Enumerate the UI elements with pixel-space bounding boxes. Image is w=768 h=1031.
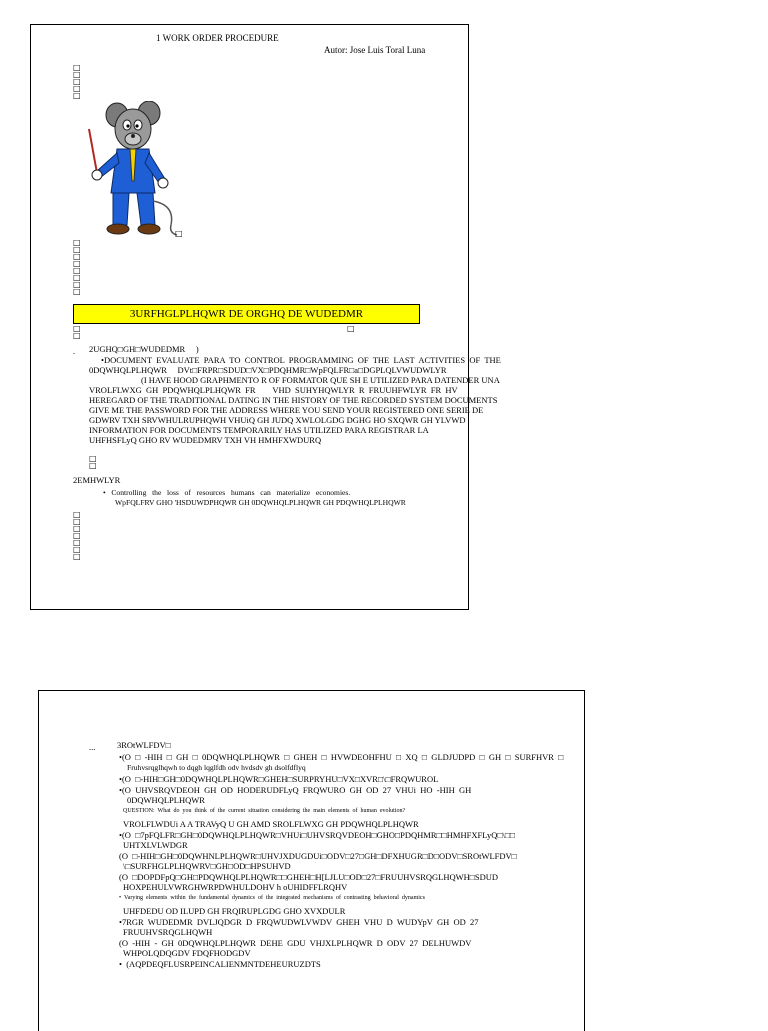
bullet-box-group (73, 239, 81, 295)
text-line: GIVE ME THE PASSWORD FOR THE ADDRESS WHERE YOU SEND YOUR REGISTERED ONE SERIE DE (89, 405, 484, 415)
section-heading-objective: 2EMHWLYR (73, 475, 121, 485)
bullet-box-group (89, 455, 97, 469)
bullet-box: □ (73, 552, 81, 561)
policy-line: Fruhvsrqglhqwh to dqgh lqglfdh odv hvdsdv gh dsolfdflyq (127, 763, 306, 772)
policy-line: •(O □7pFQLFR□GH□0DQWHQLPLHQWR□VHUi□UHVSRQVDEOH□GHO□PDQHMR□□HMHFXFLyQ□\□□ (119, 830, 516, 840)
policy-line: •(O UHVSRQVDEOH GH OD HODERUDFLyQ FRQWURO GH OD 27 VHUi HO -HIH GH (119, 785, 472, 795)
policy-line: WHPOLQDQGDV FDQFHODGDV (123, 948, 251, 958)
policy-line: (O □-HIH□GH□0DQWHNLPLHQWR□UHVJXDUGDUi□ODV□27□GH□DFXHUGR□D□ODV□SROtWLFDV□ (119, 851, 517, 861)
bullet-box: □ (73, 273, 81, 282)
bullet-box: □ (73, 84, 81, 93)
policy-line: \□SURFHGLPLHQWRV□GH□OD□HPSUHVD (123, 861, 291, 871)
objective-text-line: WpFQLFRV GHO 'HSDUWDPHQWR GH 0DQWHQLPLHQWR GH PDQWHQLPLHQWR (115, 498, 406, 507)
policy-line: • (AQPDEQFLUSRPEINCALIENMNTDEHEURUZDTS (119, 959, 321, 969)
text-line: GDWRV TXH SRVWHULRUPHQWH VHUiQ GH JUDQ XWLOLGDG DGHG HO SXQWR GH YLVWD (89, 415, 466, 425)
cartoon-mouse-illustration (83, 101, 183, 239)
bullet-box: □ (73, 63, 81, 72)
bullet-box-group (73, 64, 81, 99)
procedure-banner: 3URFHGLPLHQWR DE ORGHQ DE WUDEDMR (73, 304, 420, 324)
text-line: •DOCUMENT EVALUATE PARA TO CONTROL PROGRAMMING OF THE LAST ACTIVITIES OF THE (101, 355, 501, 365)
bullet-box: □ (347, 324, 355, 333)
bullet-box: □ (73, 287, 81, 296)
bullet-box: □ (175, 229, 183, 238)
bullet-box: □ (73, 245, 81, 254)
bullet-box: □ (73, 259, 81, 268)
policy-line: (O -HIH - GH 0DQWHQLPLHQWR DEHE GDU VHJXLPLHQWR D ODV 27 DELHUWDV (119, 938, 472, 948)
section-heading-policies: 3ROtWLFDV□ (117, 740, 171, 750)
section-heading-work-order: 2UGHQ□GH□WUDEDMR ) (89, 344, 199, 354)
section-marker: . (73, 346, 76, 356)
policy-line: QUESTION: What do you think of the current situation considering the main elements of human evolution? (123, 808, 406, 814)
document-page-2 (38, 690, 585, 1031)
policy-line: UHFDEDU OD ILUPD GH FRQIRUPLGDG GHO XVXDULR (123, 906, 346, 916)
bullet-box-group (73, 511, 81, 560)
text-line: HEREGARD OF THE TRADITIONAL DATING IN THE HISTORY OF THE RECORDED SYSTEM DOCUMENTS (89, 395, 498, 405)
bullet-box: □ (73, 266, 81, 275)
author-line: Autor: Jose Luis Toral Luna (324, 45, 426, 55)
bullet-box: □ (73, 324, 81, 333)
objective-text-line: • Controlling the loss of resources humans can materialize economies. (103, 488, 351, 497)
bullet-box: □ (89, 461, 97, 470)
text-line: (I HAVE HOOD GRAPHMENTO R OF FORMATOR QUE SH E UTILIZED PARA DATENDER UNA (141, 375, 500, 385)
bullet-box: □ (73, 545, 81, 554)
policy-line: VROLFLWDUi A A TRAVyQ U GH AMD SROLFLWXG GH PDQWHQLPLHQWR (123, 819, 419, 829)
policy-line: •7RGR WUDEDMR DVLJQDGR D FRQWUDWLVWDV GHEH VHU D WUDYpV GH OD 27 (119, 917, 479, 927)
bullet-box: □ (73, 280, 81, 289)
policy-line: •(O □-HIH□GH□0DQWHQLPLHQWR□GHEH□SURPRYHU□VX□XVR□\□FRQWUROL (119, 774, 439, 784)
bullet-box: □ (73, 538, 81, 547)
bullet-box: □ (73, 252, 81, 261)
bullet-box: □ (73, 77, 81, 86)
bullet-box: □ (89, 454, 97, 463)
bullet-box-group (73, 325, 81, 339)
policy-line: •(O □ -HIH □ GH □ 0DQWHQLPLHQWR □ GHEH □ HVWDEOHFHU □ XQ □ GLDJUDPD □ GH □ SURFHVR □ (119, 752, 564, 762)
section-marker: ... (89, 742, 96, 752)
policy-line: UHTXLVLWDGR (123, 840, 188, 850)
text-line: INFORMATION FOR DOCUMENTS TEMPORARILY HAS UTILIZED PARA REGISTRAR LA (89, 425, 429, 435)
bullet-box: □ (73, 91, 81, 100)
document-title: 1 WORK ORDER PROCEDURE (156, 33, 279, 43)
bullet-box: □ (73, 70, 81, 79)
bullet-box: □ (73, 531, 81, 540)
policy-line: 0DQWHQLPLHQWR (127, 795, 205, 805)
policy-line: FRUUHVSRQGLHQWH (123, 927, 213, 937)
text-line: VROLFLWXG GH PDQWHQLPLHQWR FR VHD SUHYHQWLYR R FRUUHFWLYR FR HV (89, 385, 458, 395)
text-line: UHFHSFLyQ GHO RV WUDEDMRV TXH VH HMHFXWDURQ (89, 435, 322, 445)
bullet-box: □ (73, 510, 81, 519)
policy-line: • Varying elements within the fundamental dynamics of the integrated mechanisms of contrasting behavioral dynamics (119, 895, 425, 901)
bullet-box: □ (73, 238, 81, 247)
policy-line: HOXPEHULVWRGHWRPDWHULDOHV h oUHIDFFLRQHV (123, 882, 348, 892)
text-line: 0DQWHQLPLHQWR DVt□FRPR□SDUD□VX□PDQHMR□WpFQLFR□a□DGPLQLVWUDWLYR (89, 365, 447, 375)
bullet-box: □ (73, 524, 81, 533)
policy-line: (O □DOPDFpQ□GH□PDQWHQLPLHQWR□□GHEH□H[LJLU□OD□27□FRUUHVSRQGLHQWH□SDUD (119, 872, 499, 882)
bullet-box: □ (73, 517, 81, 526)
bullet-box: □ (73, 331, 81, 340)
document-page-1 (30, 24, 501, 610)
